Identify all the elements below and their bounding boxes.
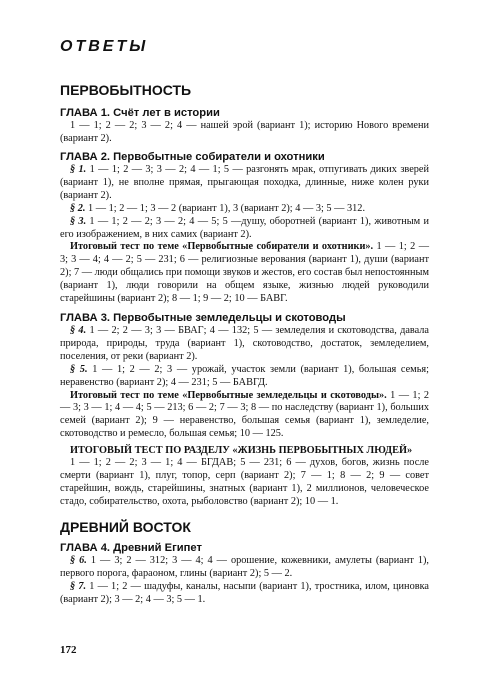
section-2-text: 1 — 1; 2 — 1; 3 — 2 (вариант 1), 3 (вариант 2); 4 — 3; 5 — 312.: [85, 202, 366, 214]
section-4-label: § 4.: [70, 325, 87, 336]
paragraph-2-answers: [60, 203, 429, 216]
chapter-3-section: [60, 311, 429, 441]
chapter-1-answers: 1 — 1; 2 — 2; 3 — 2; 4 — нашей эрой (вариант 1); историю Нового времени (вариант 2).: [60, 120, 429, 144]
chapter-1-title: ГЛАВА 1. Счёт лет в истории: [60, 107, 220, 119]
chapter-2-section: [60, 150, 429, 306]
paragraph-4-answers: [60, 325, 429, 364]
part-title-prehistory: ПЕРВОБЫТНОСТЬ: [60, 82, 192, 98]
chapter-3-test-answers: [60, 390, 429, 442]
chapter-2-test-answers: [60, 241, 429, 306]
final-test-section: [60, 444, 429, 509]
section-5-label: § 5.: [70, 363, 88, 375]
chapter-2-title: ГЛАВА 2. Первобытные собиратели и охотники: [60, 151, 325, 163]
paragraph-3-answers: [60, 216, 429, 242]
section-7-label: § 7.: [70, 580, 87, 592]
part-title-ancient-east: ДРЕВНИЙ ВОСТОК: [60, 519, 191, 535]
chapter-2-test-text: 1 — 1; 2 — 3; 3 — 4; 4 — 2; 5 — 231; 6 — религиозные верования (вариант 1), души (вариант 2); 7 — люди общались при помощи звуков и жестов, его состав был непостоянным (вариант 1), люди говорили на общем языке, жизнью людей руководили старейшины (вариант 2); 8 — 1; 9 — 2; 10 — БАВГ.: [60, 241, 429, 305]
paragraph-6-answers: [60, 555, 429, 581]
chapter-4-title: ГЛАВА 4. Древний Египет: [60, 542, 202, 554]
final-test-title: ИТОГОВЫЙ ТЕСТ ПО РАЗДЕЛУ «ЖИЗНЬ ПЕРВОБЫТНЫХ ЛЮДЕЙ»: [70, 445, 413, 456]
chapter-1-section: [60, 106, 429, 146]
section-6-text: 1 — 3; 2 — 312; 3 — 4; 4 — орошение, кожевники, амулеты (вариант 1), первого порога, фараоном, глины (вариант 2); 5 — 2.: [60, 555, 429, 579]
paragraph-7-answers: [60, 581, 429, 607]
page-number: 172: [60, 644, 77, 656]
chapter-2-test-label: Итоговый тест по теме «Первобытные собиратели и охотники».: [70, 241, 374, 253]
section-1-text: 1 — 1; 2 — 3; 3 — 2; 4 — 1; 5 — разгонять мрак, отпугивать диких зверей (вариант 1), не вполне прямая, прыгающая походка, длинные, ниже колен руки (вариант 2).: [60, 164, 429, 201]
paragraph-1-answers: [60, 164, 429, 203]
section-4-text: 1 — 2; 2 — 3; 3 — БВАГ; 4 — 132; 5 — земледелия и скотоводства, давала природа, природы, труда (вариант 1), скотоводство, достаток, земледелием, поселения, от реки (вариант 2).: [60, 325, 429, 362]
chapter-3-test-text: 1 — 1; 2 — 3; 3 — 1; 4 — 4; 5 — 213; 6 — 2; 7 — 3; 8 — по наследству (вариант 1), больших семей (вариант 2); 9 — неравенство, большая семья (вариант 1), земледелие, скотоводство и ремесло, большая семья; 10 — 125.: [60, 389, 429, 440]
chapter-3-title: ГЛАВА 3. Первобытные земледельцы и скотоводы: [60, 312, 346, 324]
section-3-label: § 3.: [70, 215, 87, 227]
section-1-label: § 1.: [70, 164, 87, 175]
section-6-label: § 6.: [70, 555, 87, 566]
page-title: ОТВЕТЫ: [60, 38, 149, 55]
paragraph-5-answers: [60, 364, 429, 390]
section-3-text: 1 — 1; 2 — 2; 3 — 2; 4 — 5; 5 —душу, оборотней (вариант 1), животным и его изображением, в них самих (вариант 2).: [60, 215, 429, 240]
chapter-3-test-label: Итоговый тест по теме «Первобытные земледельцы и скотоводы».: [70, 389, 387, 401]
chapter-4-section: [60, 541, 429, 607]
section-5-text: 1 — 1; 2 — 2; 3 — урожай, участок земли (вариант 1), большая семья; неравенство (вариант 2); 4 — 231; 5 — БАВГД.: [60, 363, 429, 388]
section-7-text: 1 — 1; 2 — шадуфы, каналы, насыпи (вариант 1), тростника, илом, циновка (вариант 2); 3 — 2; 4 — 3; 5 — 1.: [60, 580, 429, 605]
final-test-answers: 1 — 1; 2 — 2; 3 — 1; 4 — БГДАВ; 5 — 231; 6 — духов, богов, жизнь после смерти (вариант 1), плуг, топор, серп (вариант 2); 7 — 1; 8 — 2; 9 — совет старейшин, вождь, старейшины, знатных (вариант 1), 2 миллионов, человеческое стадо, собирательство, охота, рыболовство (вариант 2); 10 — 1.: [60, 457, 429, 507]
section-2-label: § 2.: [70, 202, 86, 214]
